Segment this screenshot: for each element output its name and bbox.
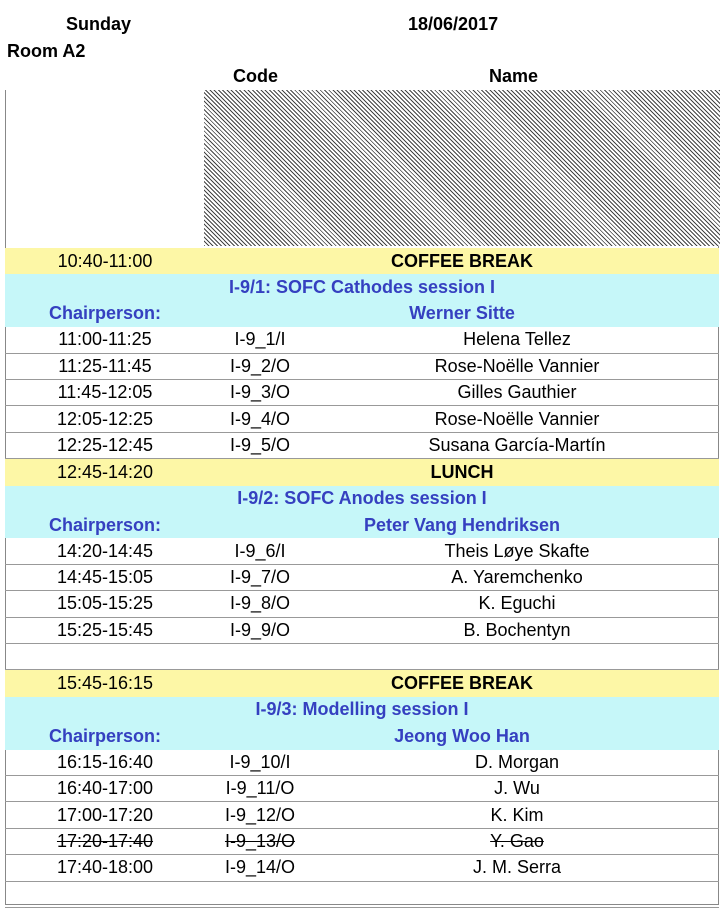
talk-time: 17:00-17:20 (56, 804, 154, 825)
session-title: I-9/3: Modelling session I (255, 699, 469, 720)
break-time: 10:40-11:00 (57, 250, 153, 271)
session-title: I-9/1: SOFC Cathodes session I (228, 277, 496, 298)
talk-row (5, 829, 719, 855)
talk-row (5, 433, 719, 459)
session-title: I-9/2: SOFC Anodes session I (237, 488, 487, 509)
speaker-name: K. Eguchi (478, 593, 556, 614)
speaker-name: Theis Løye Skafte (444, 540, 590, 561)
speaker-name: Rose-Noëlle Vannier (434, 408, 600, 429)
speaker-name: B. Bochentyn (463, 619, 571, 640)
talk-row (5, 855, 719, 881)
talk-time: 15:05-15:25 (56, 593, 154, 614)
speaker-name: D. Morgan (474, 751, 560, 772)
talk-code: I-9_5/O (229, 434, 291, 455)
talk-code: I-9_7/O (229, 566, 291, 587)
speaker-name: Helena Tellez (463, 329, 571, 350)
chairperson-row (5, 723, 719, 749)
talk-code: I-9_1/I (234, 329, 286, 350)
chairperson-row (5, 301, 719, 327)
talk-time: 16:15-16:40 (56, 751, 154, 772)
day-label: Sunday (66, 14, 132, 34)
break-time: 15:45-16:15 (56, 673, 154, 694)
session-title-row (5, 486, 719, 512)
talk-time: 11:45-12:05 (57, 382, 153, 403)
speaker-name: Rose-Noëlle Vannier (434, 355, 600, 376)
speaker-name: A. Yaremchenko (451, 566, 583, 587)
talk-time: 12:25-12:45 (56, 434, 154, 455)
talk-code: I-9_6/I (234, 540, 286, 561)
speaker-name: Y. Gao (490, 830, 544, 851)
break-row (5, 670, 719, 696)
break-label: COFFEE BREAK (390, 673, 533, 694)
room-label: Room A2 (7, 41, 86, 61)
chairperson-label: Chairperson: (48, 303, 162, 324)
name-column-header: Name (489, 66, 539, 86)
talk-time: 11:00-11:25 (58, 329, 152, 350)
speaker-name: K. Kim (490, 804, 544, 825)
chairperson-name: Werner Sitte (409, 303, 515, 324)
code-column-header: Code (233, 66, 278, 86)
talk-row (5, 354, 719, 380)
break-label: LUNCH (430, 461, 494, 482)
hatched-area (204, 90, 720, 246)
talk-row (5, 327, 719, 353)
talk-row (5, 406, 719, 432)
chairperson-row (5, 512, 719, 538)
table-bottom-border (5, 904, 719, 905)
break-row (5, 459, 719, 485)
chairperson-label: Chairperson: (48, 725, 162, 746)
talk-code: I-9_13/O (224, 830, 296, 851)
talk-code: I-9_10/I (229, 751, 291, 772)
talk-time: 16:40-17:00 (56, 778, 154, 799)
talk-row (5, 591, 719, 617)
blank-row (5, 644, 719, 670)
talk-time: 15:25-15:45 (56, 619, 154, 640)
talk-time: 12:05-12:25 (56, 408, 154, 429)
talk-row (5, 538, 719, 564)
talk-code: I-9_9/O (229, 619, 291, 640)
talk-time: 17:20-17:40 (56, 830, 154, 851)
speaker-name: J. M. Serra (472, 857, 561, 878)
talk-code: I-9_4/O (229, 408, 291, 429)
date-label: 18/06/2017 (408, 14, 499, 34)
session-title-row (5, 274, 719, 300)
talk-row (5, 618, 719, 644)
talk-row (5, 776, 719, 802)
talk-code: I-9_12/O (224, 804, 296, 825)
talk-row (5, 802, 719, 828)
talk-row (5, 380, 719, 406)
talk-code: I-9_14/O (224, 857, 296, 878)
session-title-row (5, 697, 719, 723)
talk-time: 11:25-11:45 (58, 355, 152, 376)
break-row (5, 248, 719, 274)
chairperson-name: Peter Vang Hendriksen (363, 514, 561, 535)
speaker-name: J. Wu (494, 778, 540, 799)
talk-row (5, 750, 719, 776)
talk-row (5, 565, 719, 591)
talk-code: I-9_2/O (229, 355, 291, 376)
speaker-name: Gilles Gauthier (457, 382, 577, 403)
talk-time: 14:20-14:45 (56, 540, 154, 561)
chairperson-name: Jeong Woo Han (394, 725, 530, 746)
talk-time: 17:40-18:00 (56, 857, 154, 878)
talk-code: I-9_11/O (225, 778, 295, 799)
talk-code: I-9_3/O (229, 382, 291, 403)
talk-code: I-9_8/O (229, 593, 291, 614)
break-time: 12:45-14:20 (56, 461, 154, 482)
talk-time: 14:45-15:05 (56, 566, 154, 587)
speaker-name: Susana García-Martín (428, 434, 606, 455)
chairperson-label: Chairperson: (48, 514, 162, 535)
break-label: COFFEE BREAK (390, 250, 533, 271)
